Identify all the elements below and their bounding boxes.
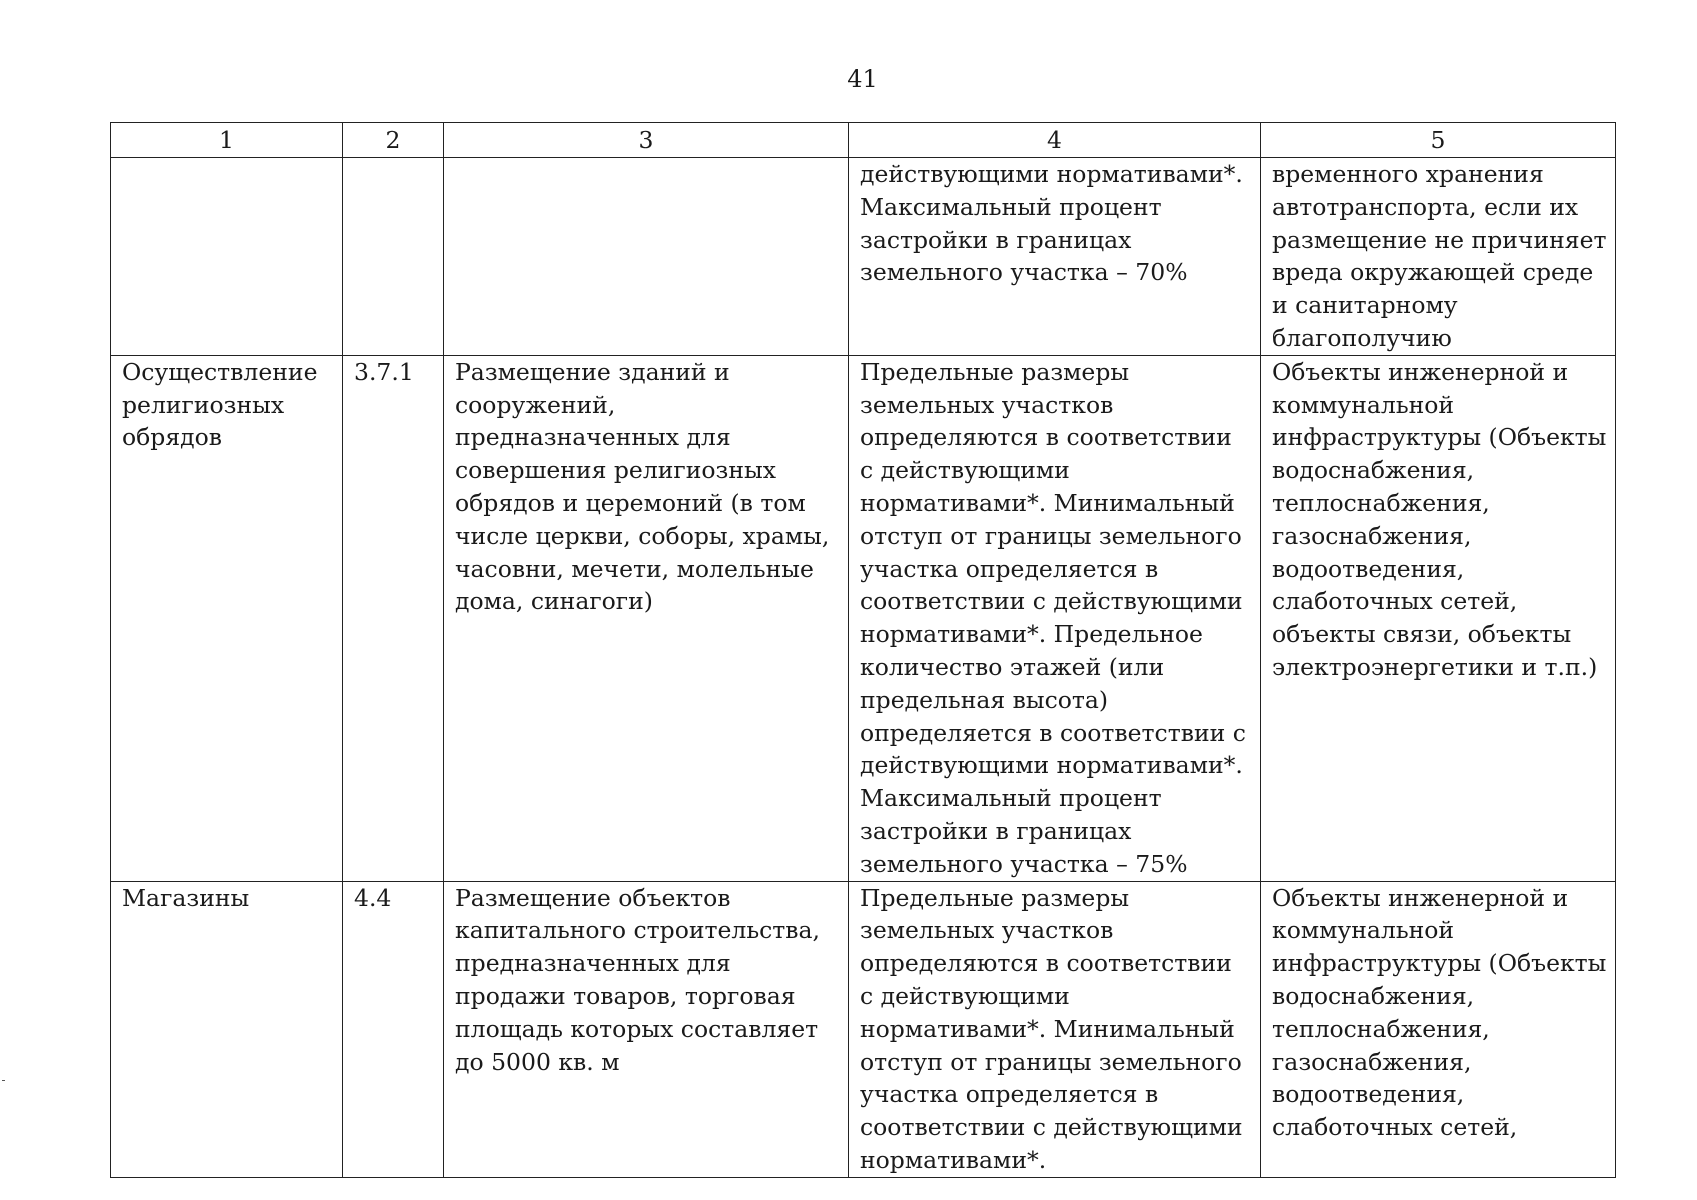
table-header-row [111,123,1616,158]
table-row [111,355,1616,881]
header-cell-2: 2 [343,123,444,158]
table-row [111,881,1616,1177]
auxiliary-uses-cell: временного хранения автотранспорта, если их размещение не причиняет вреда окружающей среде и санитарному благополучию [1261,158,1616,356]
auxiliary-uses-cell: Объекты инженерной и коммунальной инфраструктуры (Объекты водоснабжения, теплоснабжения, газоснабжения, водоотведения, слаботочных сетей, объекты связи, объекты электроэнергетики и т.п.) [1261,355,1616,881]
use-description-cell [444,158,849,356]
use-code-cell: 3.7.1 [343,355,444,881]
use-description-cell: Размещение зданий и сооружений, предназначенных для совершения религиозных обрядов и церемоний (в том числе церкви, соборы, храмы, часовни, мечети, молельные дома, синагоги) [444,355,849,881]
header-cell-1: 1 [111,123,343,158]
header-cell-3: 3 [444,123,849,158]
use-name-cell: Осуществление религиозных обрядов [111,355,343,881]
parameters-cell: действующими нормативами*. Максимальный процент застройки в границах земельного участка – 70% [849,158,1261,356]
auxiliary-uses-cell: Объекты инженерной и коммунальной инфраструктуры (Объекты водоснабжения, теплоснабжения, газоснабжения, водоотведения, слаботочных сетей, [1261,881,1616,1177]
parameters-cell: Предельные размеры земельных участков определяются в соответствии с действующими нормативами*. Минимальный отступ от границы земельного участка определяется в соответствии с действующими нормативами*. Предельное количество этажей (или предельная высота) определяется в соответствии с действующими нормативами*. Максимальный процент застройки в границах земельного участка – 75% [849,355,1261,881]
use-code-cell [343,158,444,356]
parameters-cell: Предельные размеры земельных участков определяются в соответствии с действующими нормативами*. Минимальный отступ от границы земельного участка определяется в соответствии с действующими нормативами*. [849,881,1261,1177]
use-code-cell: 4.4 [343,881,444,1177]
page-number: 41 [847,65,878,93]
header-cell-5: 5 [1261,123,1616,158]
header-cell-4: 4 [849,123,1261,158]
use-name-cell: Магазины [111,881,343,1177]
use-description-cell: Размещение объектов капитального строительства, предназначенных для продажи товаров, торговая площадь которых составляет до 5000 кв. м [444,881,849,1177]
use-name-cell [111,158,343,356]
scan-artifact-mark [2,1080,5,1081]
zoning-table [110,122,1616,1178]
table-row [111,158,1616,356]
